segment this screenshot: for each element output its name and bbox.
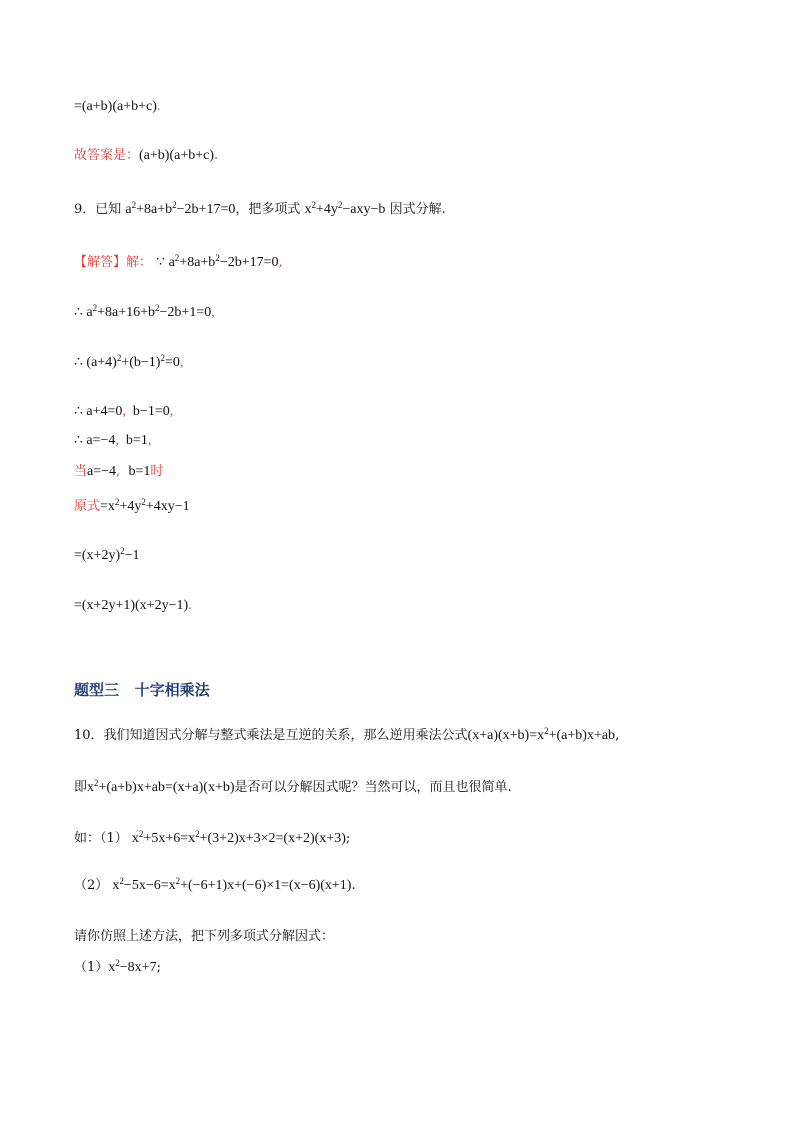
solution-label: 【解答】 bbox=[74, 255, 127, 270]
solution-step: 原式$=x^2+4y^2+4xy-1$ bbox=[74, 497, 190, 514]
question-10: 10．我们知道因式分解与整式乘法是互逆的关系，那么逆用乘法公式$(x+a)(x+b)=x^2+(a+b)x+ab$, bbox=[74, 726, 620, 743]
question-9: 9．已知 $a^2+8a+b^2-2b+17=0$，把多项式 $x^2+4y^2-axy-b$ 因式分解. bbox=[74, 200, 446, 217]
example-1: 如：（1） $x^2+5x+6=x^2+(3+2)x+3\times 2=(x+2)(x+3)$; bbox=[74, 829, 351, 846]
solution-step: ∴ a=−4, b=1, bbox=[74, 433, 152, 448]
example-2: （2） $x^2-5x-6=x^2+(-6+1)x+(-6)\times 1=(x-6)(x+1)$. bbox=[74, 876, 356, 893]
solution-start: 【解答】解： ∵ $a^2+8a+b^2-2b+17=0$, bbox=[74, 253, 283, 270]
solution-step: ∴ a+4=0, b−1=0, bbox=[74, 404, 174, 419]
section-heading: 题型三 十字相乘法 bbox=[74, 681, 210, 699]
problem-1: $(1)x^2-8x+7$; bbox=[74, 958, 161, 975]
answer-label: 故答案是： bbox=[74, 148, 140, 163]
solution-step: $=(x+2y)^2-1$ bbox=[74, 546, 140, 563]
solution-step: ∴ $(a+4)^2+(b-1)^2=0$, bbox=[74, 353, 184, 370]
solution-final: =(x+2y+1)(x+2y−1). bbox=[74, 598, 192, 613]
answer-line: 故答案是：(a+b)(a+b+c). bbox=[74, 148, 219, 163]
equation-line: =(a+b)(a+b+c). bbox=[74, 99, 161, 114]
solution-step: ∴ $a^2+8a+16+b^2-2b+1=0$, bbox=[74, 303, 215, 320]
solution-step: 当a=−4, b=1时 bbox=[74, 464, 164, 479]
question-10-line2: 即$x^2+(a+b)x+ab=(x+a)(x+b)$是否可以分解因式呢？当然可以，而且也很简单. bbox=[74, 778, 512, 795]
instruction: 请你仿照上述方法，把下列多项式分解因式： bbox=[74, 929, 335, 944]
